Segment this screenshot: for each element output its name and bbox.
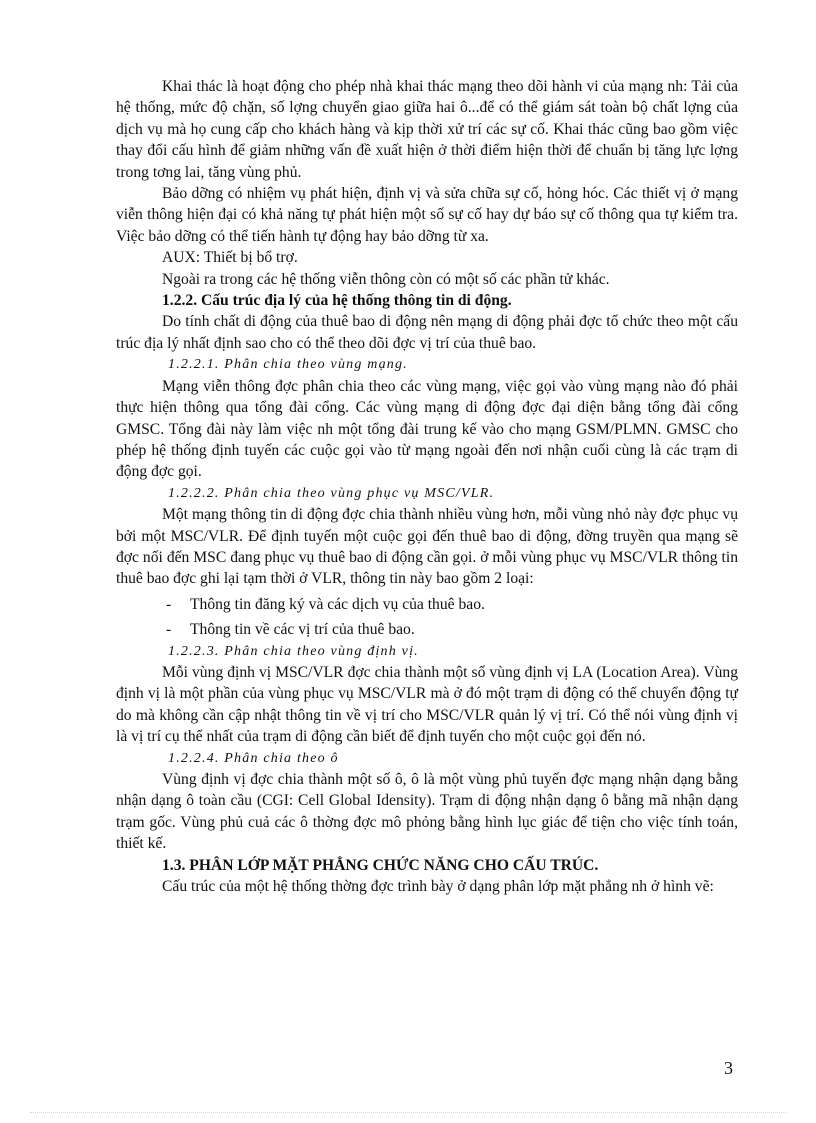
subheading-1-2-2-1: 1.2.2.1. Phân chia theo vùng mạng. [168,357,408,373]
bullet-text: Thông tin đăng ký và các dịch vụ của thuê bao. [190,595,485,613]
bullet-text: Thông tin về các vị trí của thuê bao. [190,621,415,639]
footer-divider [30,1112,786,1113]
bullet-item-registration [116,594,738,615]
paragraph-msc-vlr-area: Một mạng thông tin di động đợc chia thành nhiều vùng hơn, mỗi vùng nhỏ này đợc phục vụ bởi một MSC/VLR. Để định tuyến một cuộc gọi đến thuê bao di động, đờng truyền qua mạng sẽ đợc nối đến MSC đang phục vụ thuê bao di động cần gọi. ở mỗi vùng phục vụ MSC/VLR thông tin thuê bao đợc ghi lại tạm thời ở VLR, thông tin này bao gồm 2 loại: [116,506,738,588]
heading-1-3: 1.3. PHÂN LỚP MẶT PHẲNG CHỨC NĂNG CHO CẤU TRÚC. [162,856,599,874]
page-number: 3 [724,1058,733,1078]
bullet-dash: - [166,595,172,613]
paragraph-cell: Vùng định vị đợc chia thành một số ô, ô là một vùng phủ tuyến đợc mạng nhận dạng bằng nhận dạng ô toàn cầu (CGI: Cell Global Idensity). Trạm di động nhận dạng ô bằng mã nhận dạng trạm gốc. Vùng phủ cuả các ô thờng đợc mô phỏng bằng hình lục giác để tiện cho việc tính toán, thiết kế. [116,771,738,853]
subheading-1-2-2-2: 1.2.2.2. Phân chia theo vùng phục vụ MSC/VLR. [168,485,495,501]
heading-1-2-2: 1.2.2. Cấu trúc địa lý của hệ thống thông tin di động. [162,292,512,310]
paragraph-aux: AUX: Thiết bị bổ trợ. [162,249,298,267]
document-body [116,76,738,897]
subheading-1-2-2-4: 1.2.2.4. Phân chia theo ô [168,750,339,766]
paragraph-geographic-structure: Do tính chất di động của thuê bao di động nên mạng di động phải đợc tổ chức theo một cấu trúc địa lý nhất định sao cho có thể theo dõi đợc vị trí của thuê bao. [116,313,738,352]
paragraph-layered-structure: Cấu trúc của một hệ thống thờng đợc trình bày ở dạng phân lớp mặt phẳng nh ở hình vẽ: [162,878,714,896]
paragraph-network-area: Mạng viễn thông đợc phân chia theo các vùng mạng, việc gọi vào vùng mạng nào đó phải thực hiện thông qua tổng đài cổng. Các vùng mạng di động đợc đại diện bằng tổng đài cổng GMSC. Tổng đài này làm việc nh một tổng đài trung kế vào cho mạng GSM/PLMN. GMSC cho phép hệ thống định tuyến các cuộc gọi vào từ mạng ngoài đến nơi nhận cuối cùng là các trạm di động đợc gọi. [116,377,738,481]
bullet-dash: - [166,621,172,639]
paragraph-other-elements: Ngoài ra trong các hệ thống viễn thông còn có một số các phần tử khác. [162,270,610,288]
paragraph-location-area: Mỗi vùng định vị MSC/VLR đợc chia thành một số vùng định vị LA (Location Area). Vùng định vị là một phần của vùng phục vụ MSC/VLR mà ở đó một trạm di động có thể chuyển động tự do mà không cần cập nhật thông tin về vị trí cho MSC/VLR quản lý vị trí. Có thể nói vùng định vị là vị trí cụ thể nhất của trạm di động cần biết để định tuyến cho một cuộc gọi đến nó. [116,663,738,746]
paragraph-operation: Khai thác là hoạt động cho phép nhà khai thác mạng theo dõi hành vi của mạng nh: Tải của hệ thống, mức độ chặn, số lợng chuyển giao giữa hai ô...để có thể giám sát toàn bộ chất lợng của dịch vụ mà họ cung cấp cho khách hàng và kịp thời xử trí các sự cố. Khai thác cũng bao gồm việc thay đổi cấu hình để giảm những vấn đề xuất hiện ở thời điểm hiện thời để chuẩn bị tăng lực lợng trong tơng lai, tăng vùng phủ. [116,78,738,181]
subheading-1-2-2-3: 1.2.2.3. Phân chia theo vùng định vị. [168,643,419,659]
bullet-item-location [116,619,738,640]
paragraph-maintenance: Bảo dỡng có nhiệm vụ phát hiện, định vị và sửa chữa sự cố, hỏng hóc. Các thiết vị ở mạng viễn thông hiện đại có khả năng tự phát hiện một số sự cố hay dự báo sự cố thông qua tự kiểm tra. Việc bảo dỡng có thể tiến hành tự động hay bảo dỡng từ xa. [116,185,738,245]
